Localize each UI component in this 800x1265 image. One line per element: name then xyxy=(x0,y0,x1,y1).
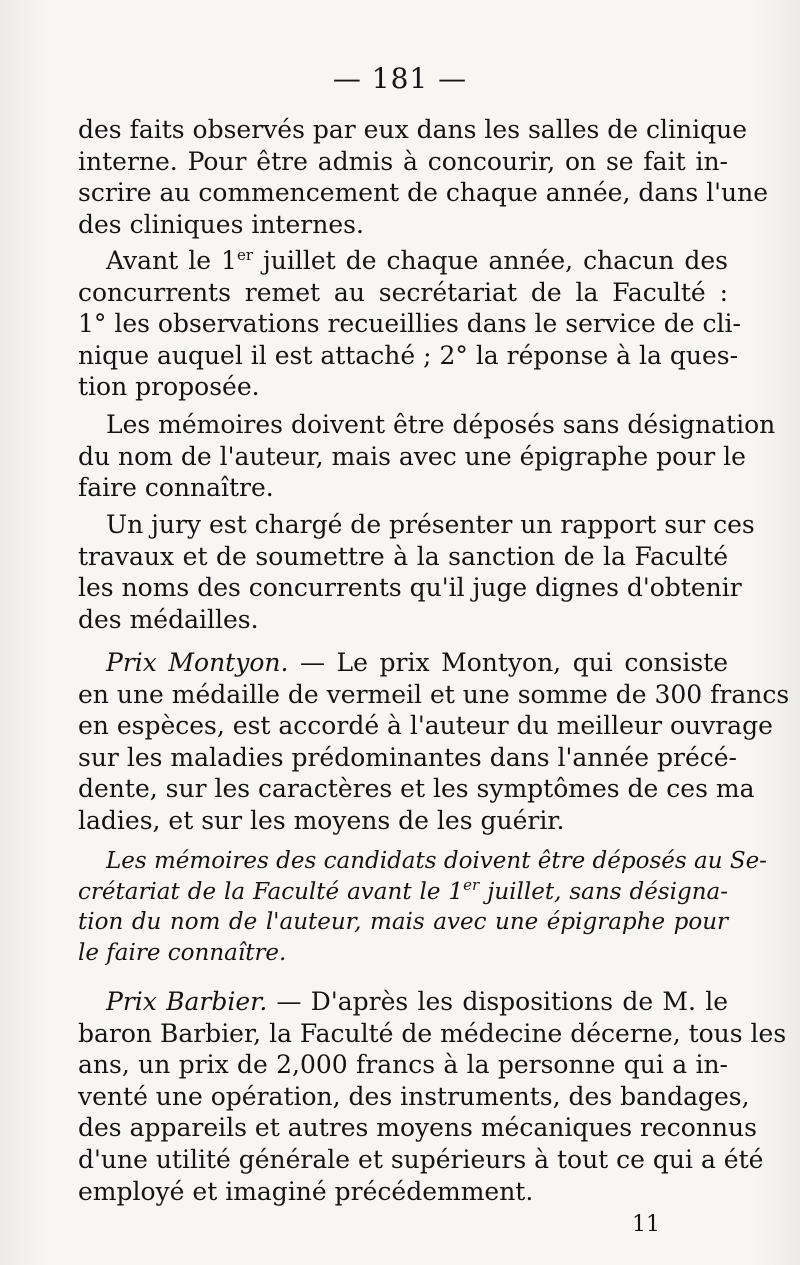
paragraph-memoires xyxy=(78,409,776,504)
text-line: Avant le 1er juillet de chaque année, chacun des xyxy=(106,246,728,275)
text-line: ladies, et sur les moyens de les guérir. xyxy=(78,805,565,835)
text-fragment: — D'après les dispositions de M. le xyxy=(267,987,728,1016)
text-line: ans, un prix de 2,000 francs à la personne qui a in- xyxy=(78,1050,728,1080)
text-line: tion du nom de l'auteur, mais avec une épigraphe pour xyxy=(78,909,728,935)
text-line: le faire connaître. xyxy=(78,939,287,966)
text-line: des appareils et autres moyens mécaniques reconnus xyxy=(78,1113,757,1143)
text-fragment: — Le prix Montyon, qui consiste xyxy=(288,648,728,677)
text-line xyxy=(78,986,728,1018)
text-line: Un jury est chargé de présenter un rapport sur ces xyxy=(106,510,755,539)
text-line: faire connaître. xyxy=(78,473,274,503)
text-line: Les mémoires des candidats doivent être déposés au Se- xyxy=(106,848,767,874)
text-line: dente, sur les caractères et les symptômes de ces ma xyxy=(78,774,755,804)
text-line: scrire au commencement de chaque année, dans l'une xyxy=(78,178,769,208)
paragraph-montyon-note xyxy=(78,846,767,968)
text-line: en espèces, est accordé à l'auteur du meilleur ouvrage xyxy=(78,711,773,741)
text-line: venté une opération, des instruments, des bandages, xyxy=(78,1081,750,1111)
paragraph-prix-barbier xyxy=(78,986,787,1207)
paragraph-avant-juillet xyxy=(78,245,741,403)
text-line: du nom de l'auteur, mais avec une épigraphe pour le xyxy=(78,441,746,471)
text-line: d'une utilité générale et supérieurs à tout ce qui a été xyxy=(78,1144,764,1174)
signature-mark: 11 xyxy=(632,1212,660,1237)
text-line: interne. Pour être admis à concourir, on se fait in- xyxy=(78,146,728,176)
text-line: les noms des concurrents qu'il juge dignes d'obtenir xyxy=(78,573,742,603)
text-line: employé et imaginé précédemment. xyxy=(78,1176,534,1206)
text-line: crétariat de la Faculté avant le 1er juillet, sans désigna- xyxy=(78,875,728,905)
paragraph-jury xyxy=(78,509,755,635)
text-line: travaux et de soumettre à la sanction de la Faculté xyxy=(78,541,728,571)
ordinal-superscript: er xyxy=(463,875,480,894)
prix-barbier-heading: Prix Barbier. xyxy=(106,987,268,1016)
text-line: des médailles. xyxy=(78,604,259,634)
text-line: des faits observés par eux dans les salles de clinique xyxy=(78,115,748,144)
text-line: en une médaille de vermeil et une somme de 300 francs xyxy=(78,679,790,709)
paragraph-prix-montyon xyxy=(78,647,790,837)
text-line: des cliniques internes. xyxy=(78,209,364,239)
ordinal-superscript: er xyxy=(236,246,254,264)
text-line: 1° les observations recueillies dans le service de cli- xyxy=(78,309,741,339)
text-line: baron Barbier, la Faculté de médecine décerne, tous les xyxy=(78,1018,787,1048)
paragraph-clinique-intro xyxy=(78,114,769,240)
text-line xyxy=(78,647,728,679)
text-line: Les mémoires doivent être déposés sans désignation xyxy=(106,410,776,439)
text-line: tion proposée. xyxy=(78,372,260,402)
page-number-header: — 181 — xyxy=(332,62,468,95)
text-line: nique auquel il est attaché ; 2° la réponse à la ques- xyxy=(78,340,739,370)
text-line: concurrents remet au secrétariat de la Faculté : xyxy=(78,277,728,307)
text-line: sur les maladies prédominantes dans l'année précé- xyxy=(78,742,737,772)
prix-montyon-heading: Prix Montyon. xyxy=(106,648,289,677)
